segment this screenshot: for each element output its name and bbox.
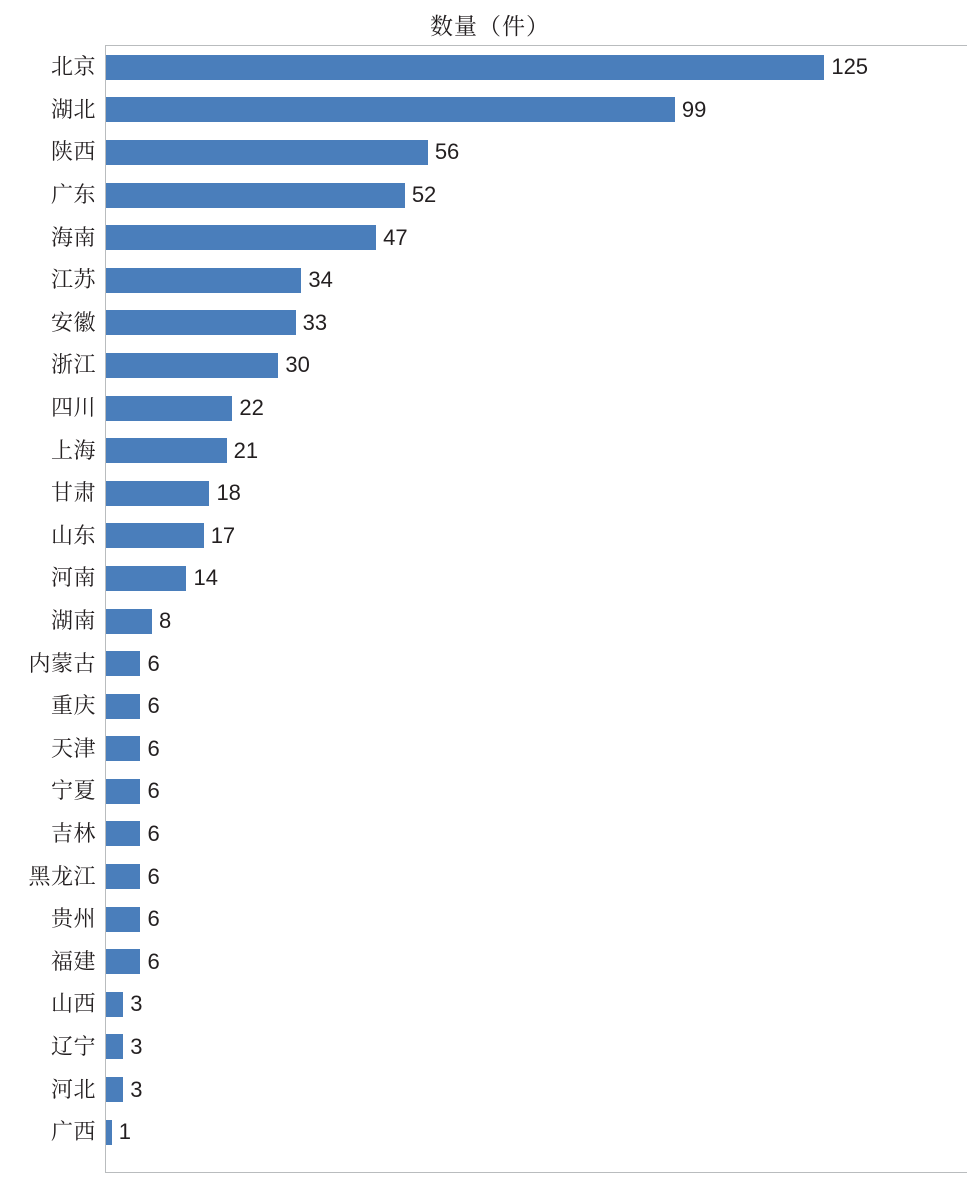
bar-value-label: 3 (130, 1033, 143, 1059)
bar-container (106, 600, 980, 643)
bar-row (0, 600, 980, 643)
bar-value-label: 6 (147, 948, 160, 974)
category-label: 上海 (50, 437, 96, 463)
bar-row (0, 216, 980, 259)
bar-container (106, 983, 980, 1026)
bar-row (0, 898, 980, 941)
category-label: 内蒙古 (28, 650, 96, 676)
bar-value-label: 34 (308, 267, 333, 293)
bar-value-label: 8 (158, 608, 172, 634)
bar-value-label: 6 (147, 735, 160, 761)
bar (106, 949, 140, 974)
bar-container (106, 1026, 980, 1069)
category-label: 广西 (50, 1119, 96, 1145)
bar-container (106, 855, 980, 898)
bar-container (106, 302, 980, 345)
bar (106, 523, 204, 548)
bar-container (106, 685, 980, 728)
bar-container (106, 642, 980, 685)
bar (106, 1034, 123, 1059)
category-label: 陕西 (50, 139, 96, 165)
category-label: 山西 (50, 991, 96, 1017)
bar (106, 694, 140, 719)
category-label: 山东 (50, 522, 96, 548)
bar-row (0, 770, 980, 813)
bar-value-label: 30 (285, 352, 310, 378)
bar-container (106, 344, 980, 387)
bar (106, 907, 140, 932)
bar-value-label: 17 (210, 522, 236, 548)
bar-container (106, 770, 980, 813)
bar (106, 140, 428, 165)
category-label: 浙江 (50, 352, 96, 378)
bar-value-label: 3 (130, 1076, 143, 1102)
bar-container (106, 216, 980, 259)
category-label: 湖南 (50, 608, 96, 634)
bar (106, 864, 140, 889)
bar-value-label: 99 (681, 96, 707, 122)
chart-title: 数量（件） (430, 13, 550, 39)
bar-container (106, 429, 980, 472)
bar-row (0, 302, 980, 345)
category-label: 湖北 (50, 96, 96, 122)
bar-rows (0, 46, 980, 1173)
bar-container (106, 898, 980, 941)
bar-container (106, 174, 980, 217)
bar-value-label: 47 (383, 224, 408, 250)
bar-row (0, 429, 980, 472)
category-label: 四川 (50, 395, 96, 421)
category-label: 安徽 (50, 309, 96, 335)
bar-value-label: 33 (302, 309, 328, 335)
bar-container (106, 1068, 980, 1111)
bar (106, 1120, 112, 1145)
bar-container (106, 728, 980, 771)
bar-value-label: 22 (239, 395, 264, 421)
category-label: 宁夏 (50, 778, 96, 804)
bar-row (0, 46, 980, 89)
bar (106, 353, 278, 378)
bar (106, 736, 140, 761)
bar-row (0, 1026, 980, 1069)
bar-row (0, 855, 980, 898)
bar (106, 438, 227, 463)
bar-value-label: 1 (118, 1119, 131, 1145)
bar (106, 225, 376, 250)
category-label: 海南 (50, 224, 96, 250)
bar-container (106, 557, 980, 600)
category-label: 天津 (50, 735, 96, 761)
bar-row (0, 642, 980, 685)
bar-row (0, 813, 980, 856)
bar-value-label: 125 (831, 54, 869, 80)
bar-container (106, 472, 980, 515)
bar-value-label: 6 (147, 778, 160, 804)
bar-row (0, 557, 980, 600)
bar-container (106, 259, 980, 302)
bar-value-label: 6 (147, 650, 160, 676)
category-label: 福建 (50, 948, 96, 974)
category-label: 广东 (50, 182, 96, 208)
bar-value-label: 6 (147, 693, 160, 719)
category-label: 江苏 (50, 267, 96, 293)
bar (106, 268, 301, 293)
bar (106, 396, 232, 421)
bar-row (0, 259, 980, 302)
bar-value-label: 6 (147, 906, 160, 932)
bar (106, 821, 140, 846)
bar-row (0, 344, 980, 387)
bar-row (0, 1111, 980, 1154)
bar-value-label: 18 (216, 480, 241, 506)
bar (106, 55, 824, 80)
bar-row (0, 472, 980, 515)
bar (106, 651, 140, 676)
bar-value-label: 3 (130, 991, 143, 1017)
bar (106, 609, 152, 634)
bar (106, 481, 209, 506)
bar-row (0, 728, 980, 771)
bar (106, 310, 296, 335)
category-label: 重庆 (50, 693, 96, 719)
bar (106, 183, 405, 208)
bar-container (106, 89, 980, 132)
category-label: 吉林 (50, 820, 96, 846)
bar-row (0, 1068, 980, 1111)
bar-row (0, 685, 980, 728)
bar-container (106, 813, 980, 856)
category-label: 甘肃 (50, 480, 96, 506)
bar-container (106, 387, 980, 430)
bar-container (106, 940, 980, 983)
bar-row (0, 983, 980, 1026)
bar-row (0, 940, 980, 983)
category-label: 北京 (50, 54, 96, 80)
bar-row (0, 131, 980, 174)
bar (106, 566, 186, 591)
category-label: 贵州 (50, 906, 96, 932)
bar-container (106, 131, 980, 174)
bar-value-label: 6 (147, 863, 160, 889)
bar (106, 97, 675, 122)
bar (106, 992, 123, 1017)
bar-row (0, 89, 980, 132)
bar-row (0, 515, 980, 558)
bar-container (106, 515, 980, 558)
bar (106, 779, 140, 804)
bar-value-label: 6 (147, 820, 160, 846)
bar-value-label: 56 (434, 139, 460, 165)
category-label: 河南 (50, 565, 96, 591)
bar-row (0, 387, 980, 430)
category-label: 河北 (50, 1076, 96, 1102)
bar-value-label: 52 (411, 182, 437, 208)
category-label: 黑龙江 (28, 863, 96, 889)
bar-container (106, 1111, 980, 1154)
bar-value-label: 14 (193, 565, 218, 591)
bar-value-label: 21 (233, 437, 259, 463)
bar-row (0, 174, 980, 217)
bar-container (106, 46, 980, 89)
bar (106, 1077, 123, 1102)
category-label: 辽宁 (50, 1033, 96, 1059)
